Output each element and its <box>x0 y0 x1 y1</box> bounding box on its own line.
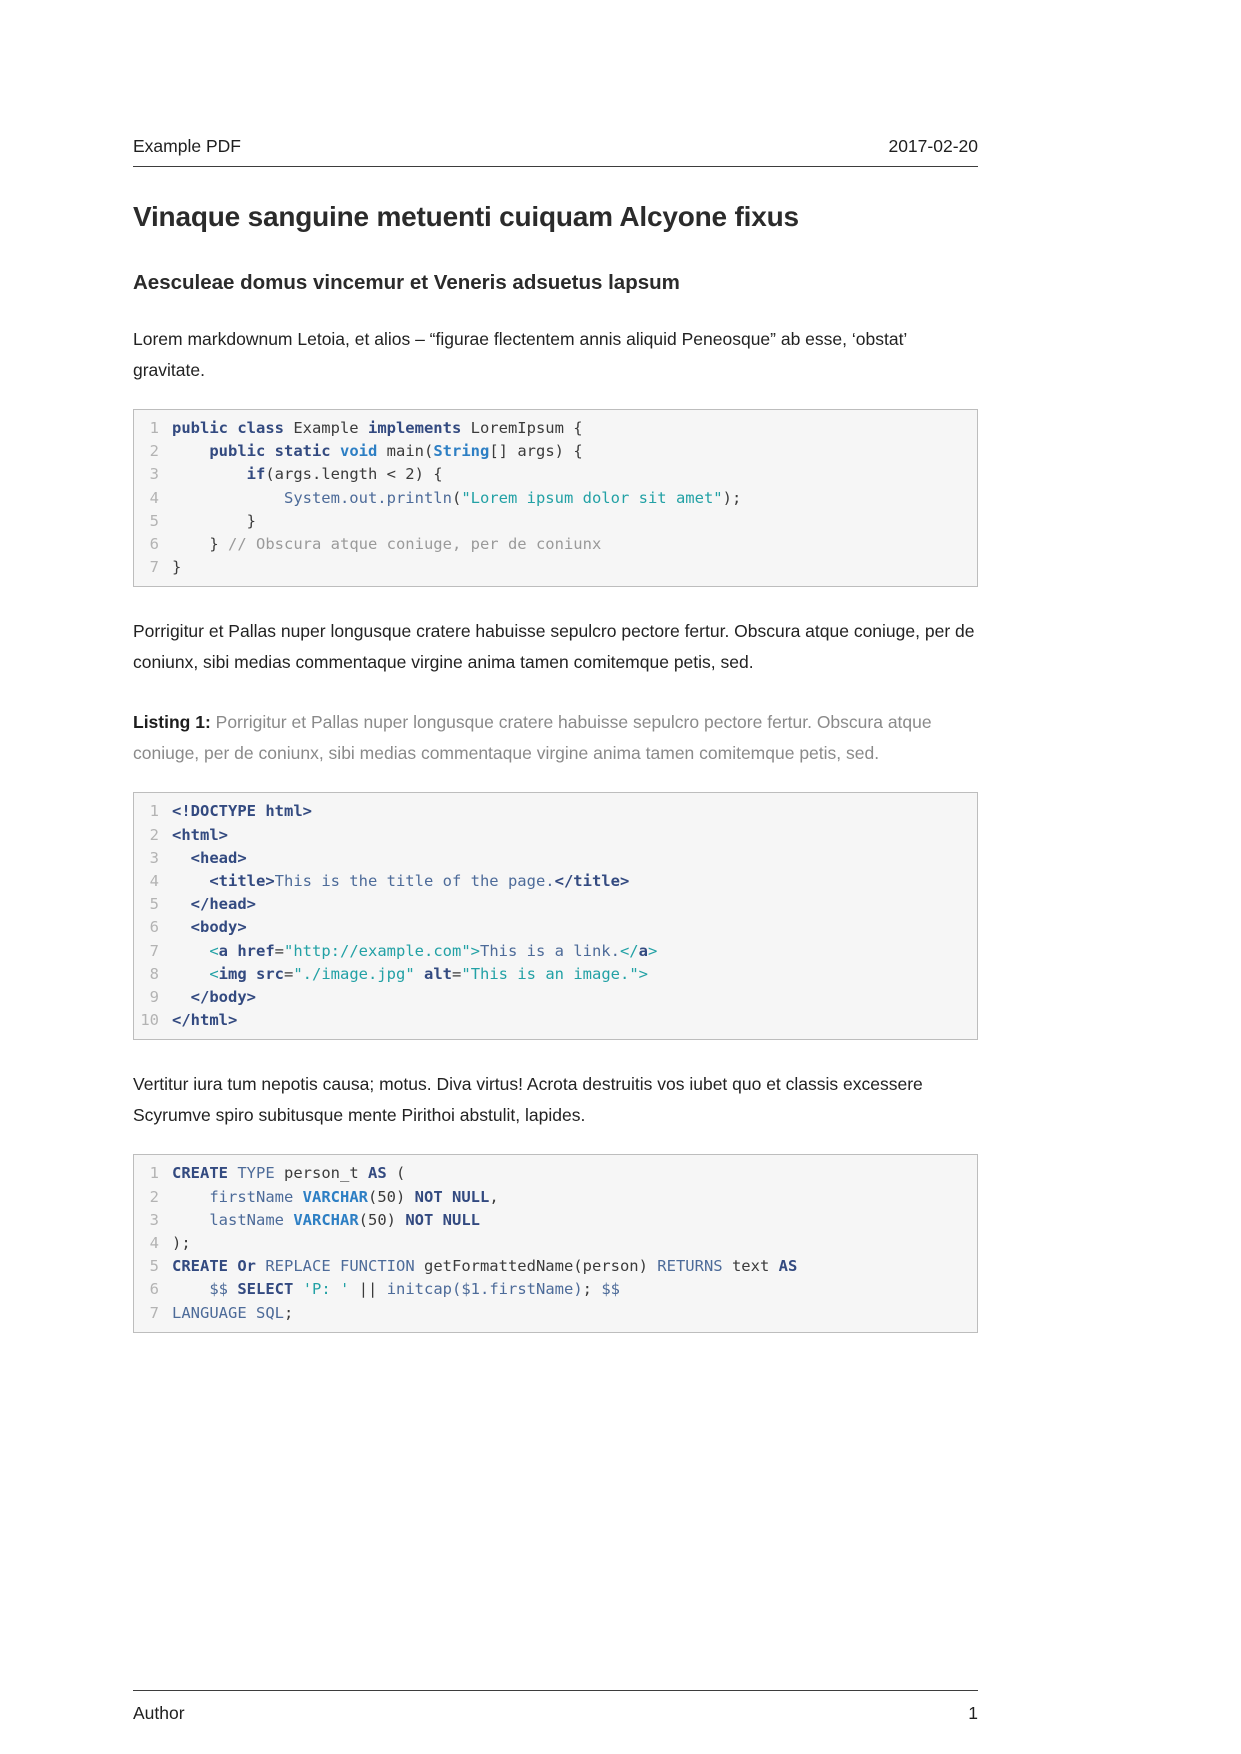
code-text: firstName VARCHAR(50) NOT NULL, <box>209 1187 499 1206</box>
line-number: 7 <box>149 941 159 960</box>
paragraph-after-html: Vertitur iura tum nepotis causa; motus. Diva virtus! Acrota destruitis vos iubet quo et classis excessere Scyrumve spiro subitusque mente Pirithoi abstulit, lapides. <box>133 1074 923 1126</box>
code-text: public static void main(String[] args) { <box>209 442 583 461</box>
code-line <box>134 870 977 893</box>
code-line <box>134 1302 977 1325</box>
code-text: ); <box>172 1234 191 1253</box>
line-number: 9 <box>149 988 159 1007</box>
listing-caption <box>133 707 978 769</box>
line-number: 5 <box>149 511 159 530</box>
line-number: 5 <box>149 1257 159 1276</box>
code-line <box>134 417 977 440</box>
code-line <box>134 1186 977 1209</box>
document-subtitle: Aesculeae domus vincemur et Veneris adsuetus lapsum <box>133 271 680 294</box>
code-line <box>134 1009 977 1032</box>
code-text: } <box>172 558 182 577</box>
code-text: System.out.println("Lorem ipsum dolor sit amet"); <box>283 488 742 507</box>
footer-author: Author <box>133 1703 185 1723</box>
code-text: CREATE Or REPLACE FUNCTION getFormattedName(person) RETURNS text AS <box>172 1257 798 1276</box>
line-number: 4 <box>149 1234 159 1253</box>
code-line <box>134 940 977 963</box>
code-line <box>134 847 977 870</box>
line-number: 6 <box>149 1280 159 1299</box>
code-line <box>134 1278 977 1301</box>
code-line <box>134 1232 977 1255</box>
line-number: 8 <box>149 964 159 983</box>
code-text: <title>This is the title of the page.</title> <box>209 872 630 891</box>
line-number: 7 <box>149 558 159 577</box>
code-line <box>134 440 977 463</box>
code-line <box>134 824 977 847</box>
line-number: 6 <box>149 918 159 937</box>
listing-caption-text: Porrigitur et Pallas nuper longusque cratere habuisse sepulcro pectore fertur. Obscura atque coniuge, per de coniunx, sibi medias commentaque virgine anima tamen comitemque petis, sed. <box>133 712 932 764</box>
line-number: 1 <box>149 1164 159 1183</box>
code-text: lastName VARCHAR(50) NOT NULL <box>209 1210 480 1229</box>
line-number: 7 <box>149 1303 159 1322</box>
code-text: <!DOCTYPE html> <box>172 802 312 821</box>
paragraph-intro: Lorem markdownum Letoia, et alios – “figurae flectentem annis aliquid Peneosque” ab esse, ‘obstat’ gravitate. <box>133 329 907 380</box>
code-text: <body> <box>190 918 247 937</box>
header-document-name: Example PDF <box>133 136 241 156</box>
code-text: public class Example implements LoremIpsum { <box>172 419 583 437</box>
code-line <box>134 463 977 486</box>
code-line <box>134 556 977 579</box>
line-number: 5 <box>149 895 159 914</box>
code-line <box>134 487 977 510</box>
code-line <box>134 1209 977 1232</box>
code-text: LANGUAGE SQL; <box>172 1303 294 1322</box>
code-line <box>134 893 977 916</box>
line-number: 10 <box>140 1011 159 1030</box>
page-header <box>133 0 978 167</box>
code-line <box>134 986 977 1009</box>
line-number: 2 <box>149 825 159 844</box>
code-text: <head> <box>190 848 247 867</box>
code-line <box>134 800 977 823</box>
code-text: } // Obscura atque coniuge, per de coniunx <box>172 535 602 554</box>
code-line <box>134 963 977 986</box>
code-text: } <box>172 511 256 530</box>
listing-caption-label: Listing 1: <box>133 712 211 733</box>
line-number: 4 <box>149 872 159 891</box>
line-number: 1 <box>149 802 159 821</box>
code-line <box>134 916 977 939</box>
code-text: $$ SELECT 'P: ' || initcap($1.firstName); $$ <box>209 1280 620 1299</box>
line-number: 3 <box>149 1210 159 1229</box>
code-text: if(args.length < 2) { <box>246 465 443 484</box>
document-title: Vinaque sanguine metuenti cuiquam Alcyone fixus <box>133 201 799 232</box>
code-text: CREATE TYPE person_t AS ( <box>172 1164 406 1183</box>
line-number: 4 <box>149 488 159 507</box>
code-text: <html> <box>172 825 228 844</box>
code-text: </html> <box>172 1011 238 1030</box>
page-content <box>133 0 978 1333</box>
code-line <box>134 1255 977 1278</box>
header-date: 2017-02-20 <box>888 136 978 156</box>
code-text: </body> <box>190 988 256 1007</box>
code-text: </head> <box>190 895 256 914</box>
page-footer <box>133 1690 978 1724</box>
code-block-html <box>133 792 978 1040</box>
line-number: 3 <box>149 848 159 867</box>
line-number: 2 <box>149 1187 159 1206</box>
code-line <box>134 510 977 533</box>
code-block-sql <box>133 1154 978 1332</box>
code-block-java <box>133 409 978 587</box>
line-number: 3 <box>149 465 159 484</box>
footer-page-number: 1 <box>968 1703 978 1723</box>
code-line <box>134 533 977 556</box>
code-line <box>134 1162 977 1185</box>
paragraph-after-java: Porrigitur et Pallas nuper longusque cratere habuisse sepulcro pectore fertur. Obscura atque coniuge, per de coniunx, sibi medias commentaque virgine anima tamen comitemque petis, sed. <box>133 621 975 673</box>
line-number: 1 <box>149 419 159 437</box>
line-number: 6 <box>149 535 159 554</box>
code-text: <a href="http://example.com">This is a link.</a> <box>209 941 658 960</box>
line-number: 2 <box>149 442 159 461</box>
code-text: <img src="./image.jpg" alt="This is an image."> <box>209 964 649 983</box>
